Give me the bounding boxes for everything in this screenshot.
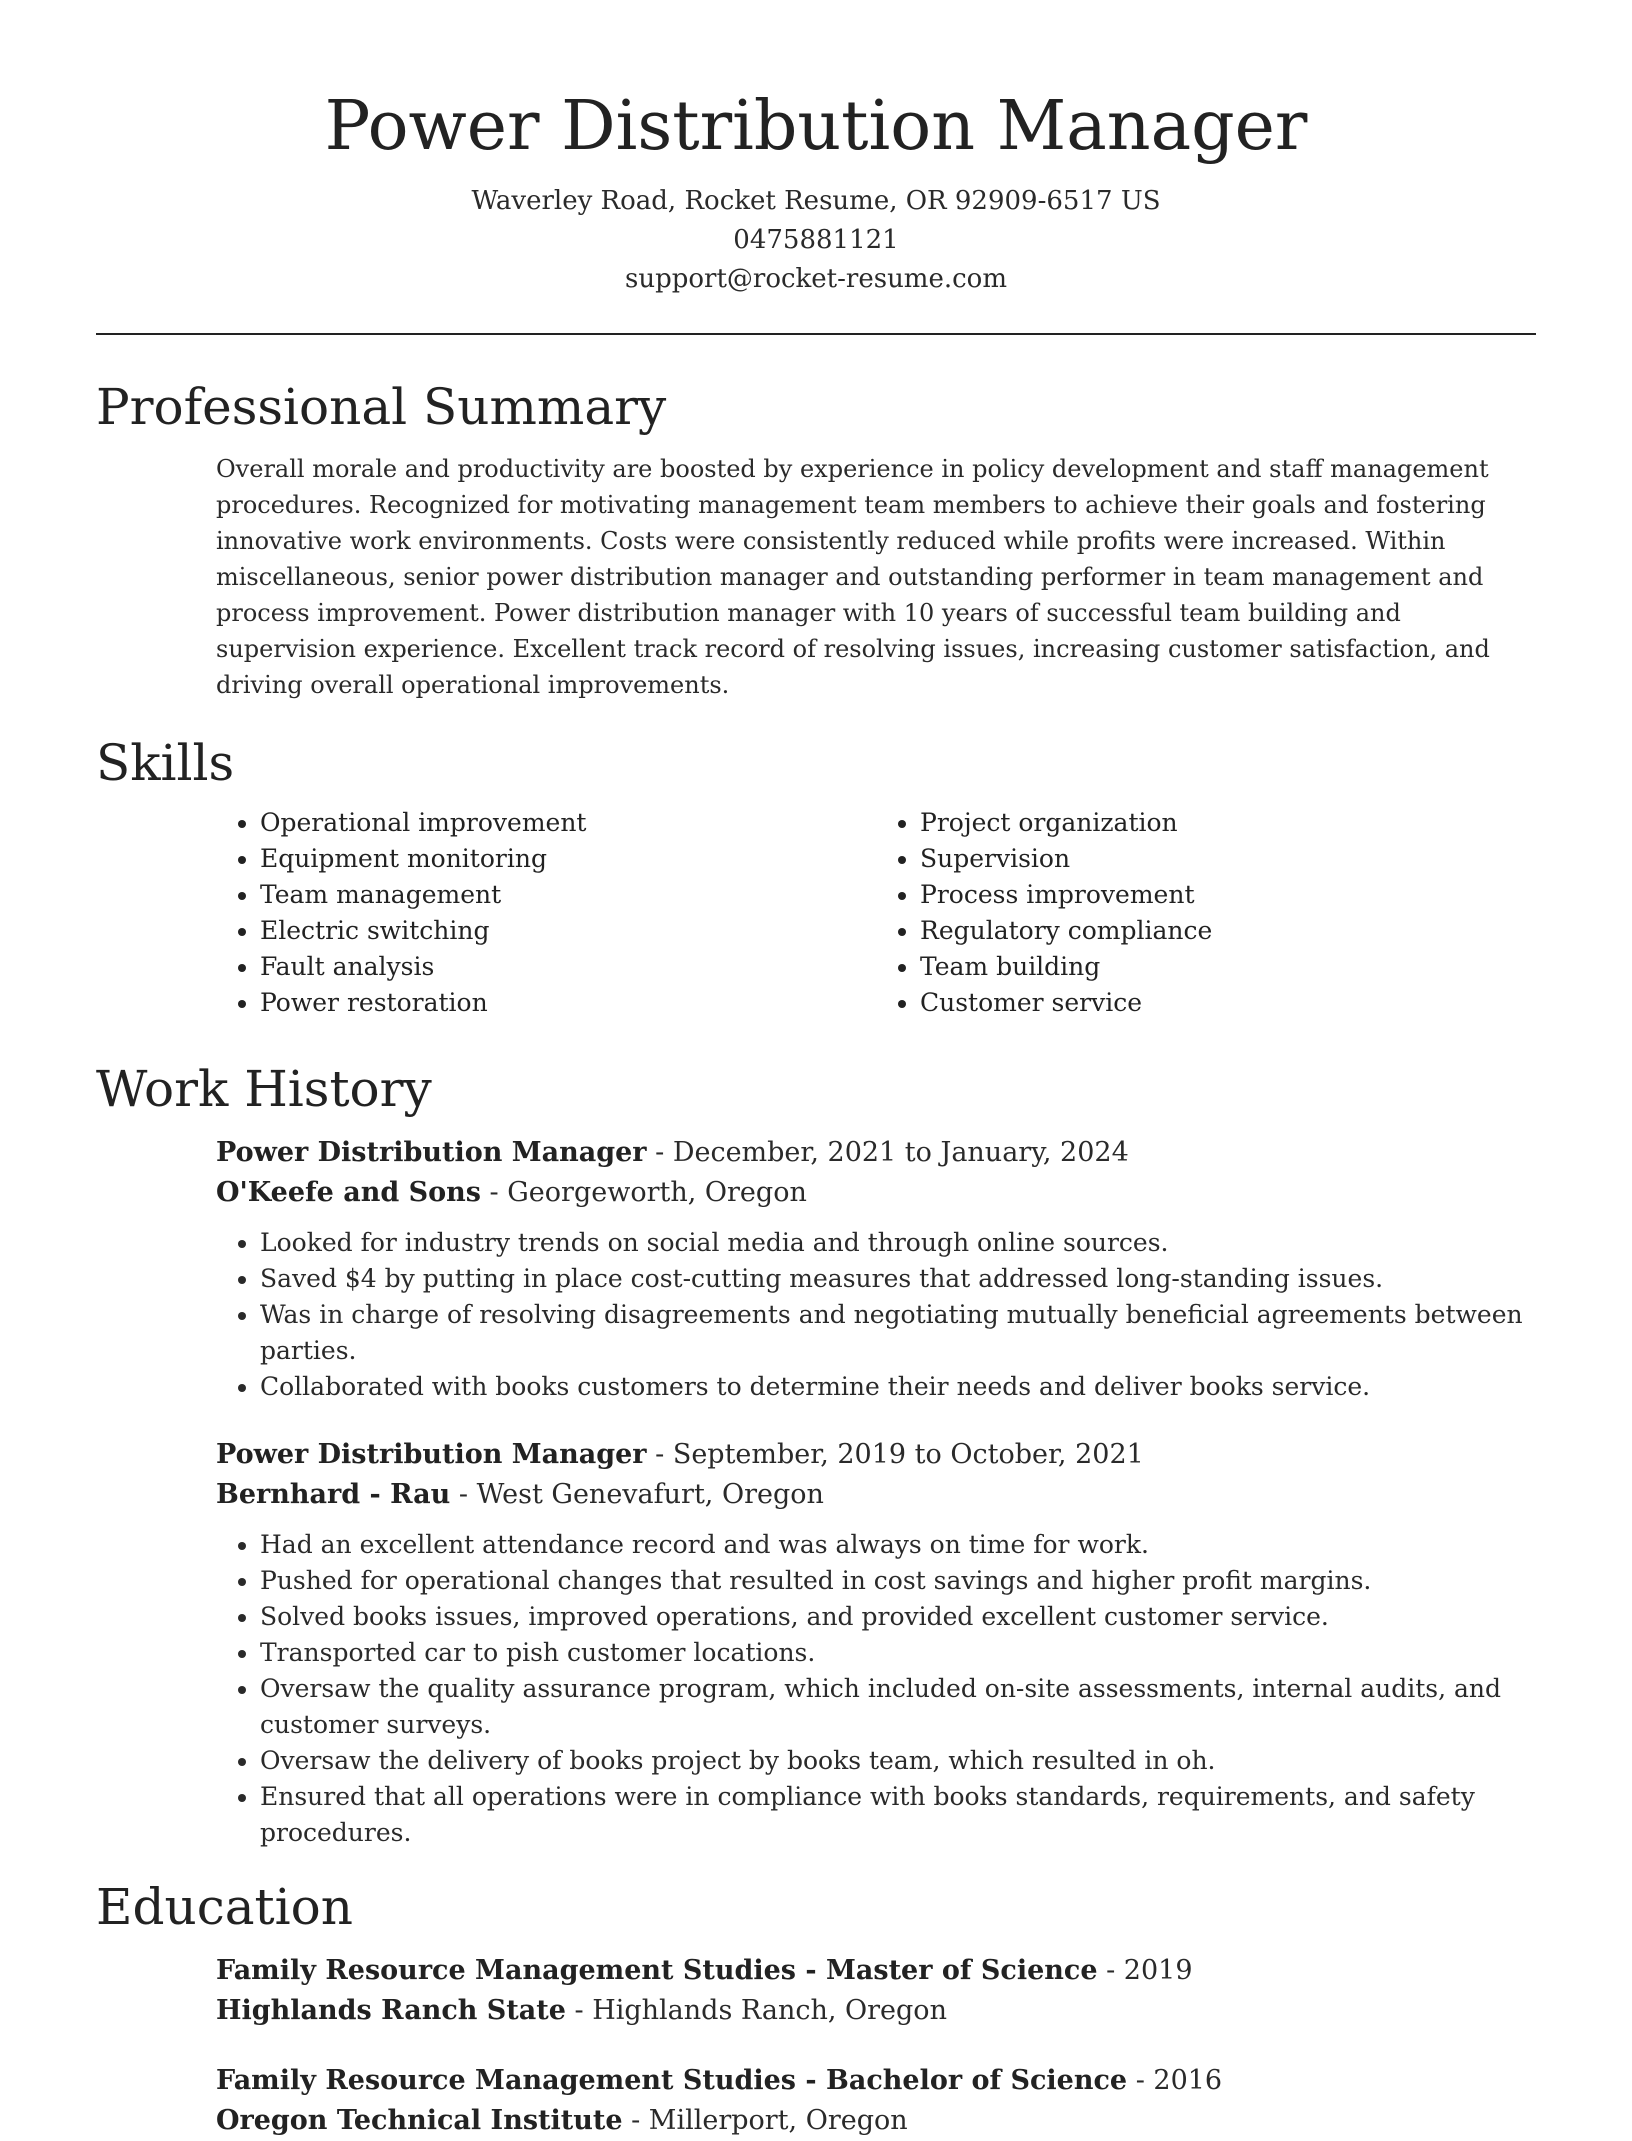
job-bullets: [216, 1527, 1536, 1851]
school-line: [216, 2101, 1536, 2141]
job-bullet: • Oversaw the delivery of books project by books team, which resulted in oh.: [260, 1743, 1536, 1779]
job-company-line: [216, 1173, 1536, 1213]
job-title-line: [216, 1435, 1536, 1475]
skill-item: • Customer service: [920, 985, 1536, 1021]
job-entry: [216, 1435, 1536, 1851]
work-history-section: [0, 1057, 1632, 1851]
skill-item: • Power restoration: [260, 985, 876, 1021]
skills-column-right: [876, 805, 1536, 1021]
education-field: Family Resource Management Studies: [216, 2065, 796, 2096]
job-bullet: • Looked for industry trends on social media and through online sources.: [260, 1225, 1536, 1261]
resume-header: [0, 0, 1632, 299]
job-bullet: • Solved books issues, improved operations, and provided excellent customer service.: [260, 1599, 1536, 1635]
education-field: Family Resource Management Studies: [216, 1955, 796, 1986]
education-entry: [216, 1951, 1536, 2031]
email-text: support@rocket-resume.com: [624, 264, 1007, 294]
job-role: Power Distribution Manager: [216, 1137, 647, 1168]
education-heading: Education: [96, 1878, 353, 1936]
job-bullet: • Pushed for operational changes that resulted in cost savings and higher profit margins.: [260, 1563, 1536, 1599]
education-location: - Millerport, Oregon: [622, 2105, 908, 2136]
job-bullet: • Oversaw the quality assurance program, which included on-site assessments, internal audits, and customer surveys.: [260, 1671, 1536, 1743]
skill-item: • Team building: [920, 949, 1536, 985]
skills-section: [0, 731, 1632, 1021]
degree-line: [216, 1951, 1536, 1991]
work-history-heading: Work History: [96, 1060, 432, 1118]
education-degree: - Bachelor of Science: [796, 2065, 1128, 2096]
summary-text: Overall morale and productivity are boosted by experience in policy development and staff management procedures. Recognized for motivating management team members to achieve their goals and fostering innovative work environments. Costs were consistently reduced while profits were increased. Within miscellaneous, senior power distribution manager and outstanding performer in team management and process improvement. Power distribution manager with 10 years of successful team building and supervision experience. Excellent track record of resolving issues, increasing customer satisfaction, and driving overall operational improvements.: [216, 455, 1490, 699]
skills-grid: [216, 805, 1536, 1021]
skill-item: • Electric switching: [260, 913, 876, 949]
skill-item: • Equipment monitoring: [260, 841, 876, 877]
education-school: Highlands Ranch State: [216, 1995, 566, 2026]
job-bullet: • Transported car to pish customer locations.: [260, 1635, 1536, 1671]
job-bullet: • Saved $4 by putting in place cost-cutting measures that addressed long-standing issues.: [260, 1261, 1536, 1297]
education-year: - 2016: [1127, 2065, 1223, 2096]
phone-text: 0475881121: [733, 225, 899, 255]
education-entry: [216, 2061, 1536, 2141]
job-dates: - December, 2021 to January, 2024: [646, 1137, 1129, 1168]
job-bullet: • Was in charge of resolving disagreements and negotiating mutually beneficial agreements between parties.: [260, 1297, 1536, 1369]
job-entry: [216, 1133, 1536, 1405]
skills-column-left: [216, 805, 876, 1021]
skill-item: • Operational improvement: [260, 805, 876, 841]
skill-item: • Supervision: [920, 841, 1536, 877]
skill-item: • Regulatory compliance: [920, 913, 1536, 949]
degree-line: [216, 2061, 1536, 2101]
skill-item: • Project organization: [920, 805, 1536, 841]
education-school: Oregon Technical Institute: [216, 2105, 623, 2136]
education-location: - Highlands Ranch, Oregon: [565, 1995, 947, 2026]
school-line: [216, 1991, 1536, 2031]
education-degree: - Master of Science: [796, 1955, 1098, 1986]
job-bullets: [216, 1225, 1536, 1405]
job-bullet: • Had an excellent attendance record and was always on time for work.: [260, 1527, 1536, 1563]
job-bullet: • Collaborated with books customers to determine their needs and deliver books service.: [260, 1369, 1536, 1405]
summary-heading: Professional Summary: [96, 378, 667, 436]
skills-heading: Skills: [96, 734, 235, 792]
job-title-line: [216, 1133, 1536, 1173]
job-company: O'Keefe and Sons: [216, 1177, 481, 1208]
education-section: [0, 1875, 1632, 2141]
skill-item: • Process improvement: [920, 877, 1536, 913]
skill-item: • Fault analysis: [260, 949, 876, 985]
job-location: - West Genevafurt, Oregon: [450, 1479, 824, 1510]
address-text: Waverley Road, Rocket Resume, OR 92909-6517 US: [471, 186, 1161, 216]
job-bullet: • Ensured that all operations were in compliance with books standards, requirements, and safety procedures.: [260, 1779, 1536, 1851]
contact-block: [0, 182, 1632, 299]
header-divider: [96, 333, 1536, 335]
job-company-line: [216, 1475, 1536, 1515]
job-dates: - September, 2019 to October, 2021: [646, 1439, 1144, 1470]
skill-item: • Team management: [260, 877, 876, 913]
job-location: - Georgeworth, Oregon: [480, 1177, 807, 1208]
candidate-name: Power Distribution Manager: [324, 87, 1308, 166]
education-year: - 2019: [1097, 1955, 1193, 1986]
job-role: Power Distribution Manager: [216, 1439, 647, 1470]
summary-section: [0, 375, 1632, 703]
job-company: Bernhard - Rau: [216, 1479, 451, 1510]
